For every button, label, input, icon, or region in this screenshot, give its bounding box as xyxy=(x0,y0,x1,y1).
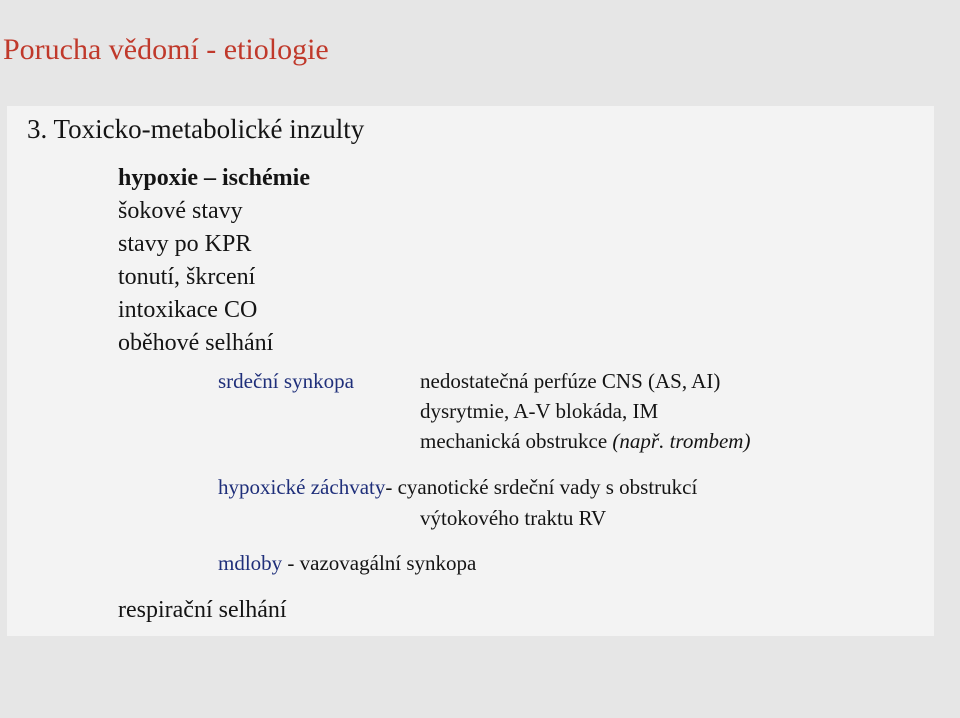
hypoxic-seizures-label: hypoxické záchvaty xyxy=(218,475,386,499)
hypoxic-seizures-line xyxy=(218,475,697,500)
cardiac-syncope-label: srdeční synkopa xyxy=(218,369,354,393)
list-item-hypoxia: hypoxie – ischémie xyxy=(118,165,310,191)
hypoxic-seizures-desc: - cyanotické srdeční vady s obstrukcí xyxy=(385,475,698,499)
fainting-label: mdloby xyxy=(218,551,283,575)
fainting-line xyxy=(218,551,476,576)
list-item-circulatory-failure: oběhové selhání xyxy=(118,330,274,356)
cardiac-syncope-obstruction xyxy=(420,429,750,454)
list-item-drowning: tonutí, škrcení xyxy=(118,264,256,290)
fainting-desc: - vazovagální synkopa xyxy=(282,551,477,575)
cardiac-syncope-cause: nedostatečná perfúze CNS (AS, AI) xyxy=(420,369,721,393)
respiratory-failure: respirační selhání xyxy=(118,597,287,623)
hypoxic-seizures-desc-2: výtokového traktu RV xyxy=(420,506,607,530)
content-panel xyxy=(7,106,934,636)
section-heading: 3. Toxicko-metabolické inzulty xyxy=(27,114,365,144)
obstruction-text: mechanická obstrukce xyxy=(420,429,608,453)
list-item-co-intoxication: intoxikace CO xyxy=(118,297,258,323)
list-item-post-cpr: stavy po KPR xyxy=(118,231,252,257)
list-item-shock: šokové stavy xyxy=(118,198,243,224)
obstruction-example: (např. trombem) xyxy=(612,429,751,453)
cardiac-syncope-cause: dysrytmie, A-V blokáda, IM xyxy=(420,399,659,423)
slide-title: Porucha vědomí - etiologie xyxy=(3,33,329,66)
